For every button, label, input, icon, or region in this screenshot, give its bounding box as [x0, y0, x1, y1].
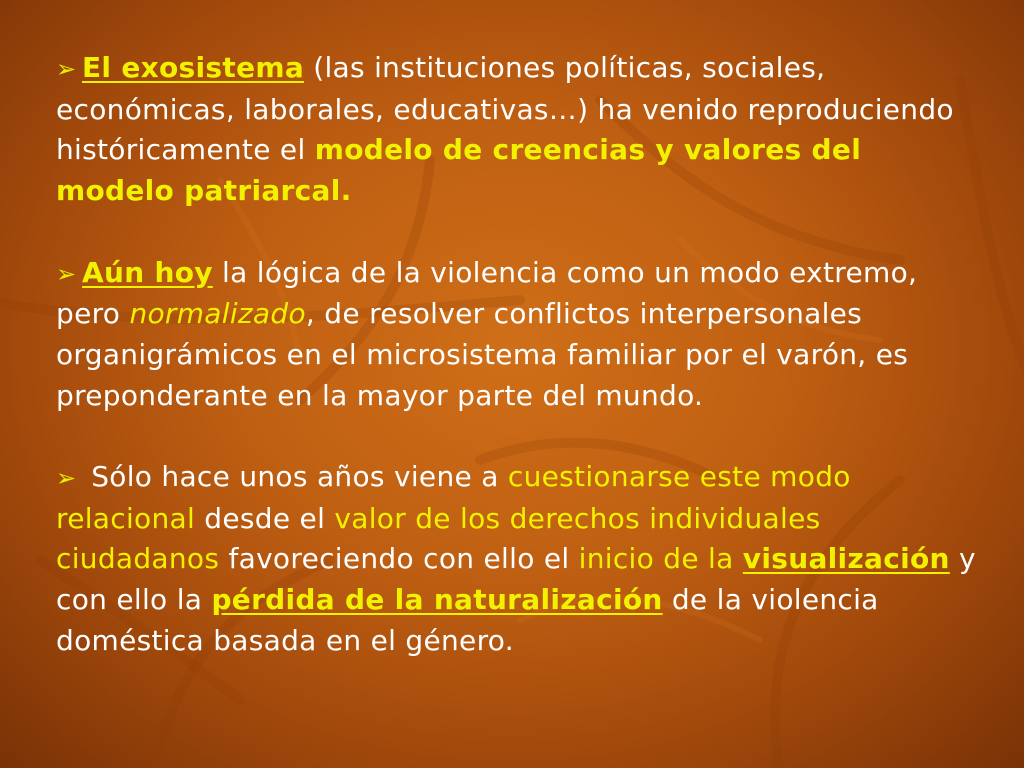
keyword-visualizacion: visualización — [742, 542, 950, 576]
bullet-aun-hoy — [56, 253, 986, 417]
keyword-perdida-naturalizacion: pérdida de la naturalización — [211, 583, 663, 617]
bullet-text: la lógica de la violencia como un modo extremo, pero — [56, 255, 918, 331]
keyword-exosistema: El exosistema — [82, 51, 305, 84]
keyword-aun-hoy: Aún hoy — [82, 255, 213, 289]
bullet-text: desde el — [195, 501, 335, 535]
slide-text — [56, 48, 986, 662]
bullet-text: de la violencia doméstica basada en el género. — [56, 583, 879, 657]
emphasis-modelo-patriarcal: modelo de creencias y valores del modelo patriarcal. — [56, 133, 862, 208]
bullet-solo-hace — [56, 457, 986, 662]
arrow-bullet-icon: ➢ — [56, 55, 77, 83]
arrow-bullet-icon: ➢ — [56, 259, 77, 288]
highlight-valor-derechos: valor de los derechos individuales ciudadanos — [56, 501, 821, 576]
bullet-exosistema — [56, 48, 986, 212]
bullet-text: y con ello la — [56, 542, 976, 617]
highlight-inicio: inicio de la — [578, 542, 743, 576]
bullet-text: , de resolver conflictos interpersonales organigrámicos en el microsistema familiar por el varón, es preponderante en la mayor parte del mundo. — [56, 297, 909, 412]
arrow-bullet-icon: ➢ — [56, 464, 77, 492]
italic-normalizado: normalizado — [129, 297, 306, 331]
bullet-text: favoreciendo con ello el — [219, 542, 579, 576]
bullet-text: Sólo hace unos años viene a — [82, 460, 508, 493]
highlight-cuestionarse: cuestionarse este modo relacional — [56, 460, 851, 535]
bullet-text: (las instituciones políticas, sociales, económicas, laborales, educativas…) ha venido reproduciendo históricamente el — [56, 51, 954, 167]
